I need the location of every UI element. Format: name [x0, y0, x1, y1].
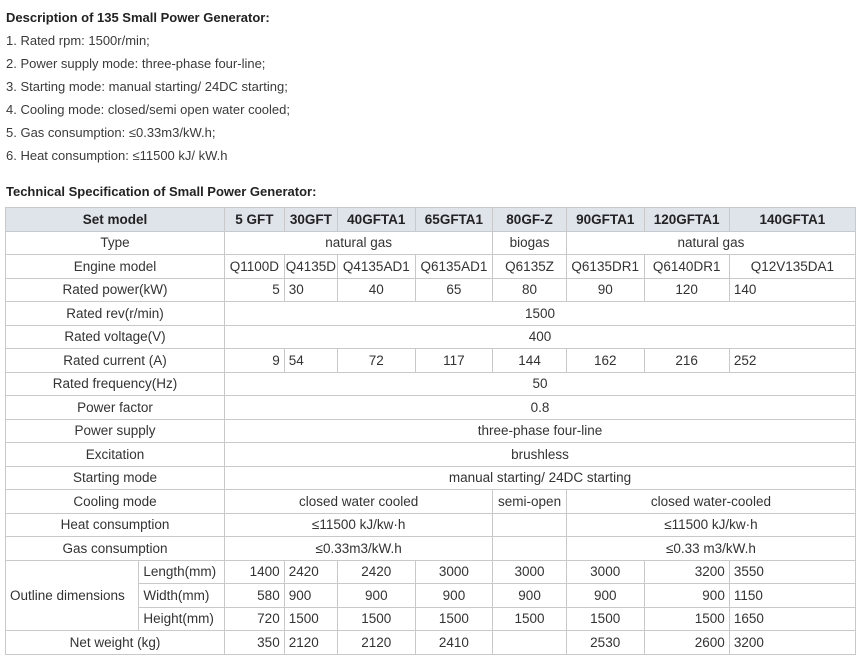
row-label: Rated current (A) — [6, 349, 225, 373]
table-cell: 3200 — [644, 560, 729, 584]
table-cell: manual starting/ 24DC starting — [225, 466, 856, 490]
table-cell: 90 — [566, 278, 644, 302]
model-cell: 140GFTA1 — [729, 208, 855, 232]
table-row — [6, 560, 856, 584]
model-cell: 90GFTA1 — [566, 208, 644, 232]
table-row — [6, 513, 856, 537]
table-cell: 3000 — [493, 560, 567, 584]
table-cell: Q6140DR1 — [644, 255, 729, 279]
row-label: Gas consumption — [6, 537, 225, 561]
table-row — [6, 208, 856, 232]
table-cell: 2410 — [415, 631, 493, 655]
table-row — [6, 396, 856, 420]
table-row — [6, 302, 856, 326]
spec-table — [5, 207, 856, 655]
table-cell: natural gas — [566, 231, 855, 255]
outline-dimensions-label: Outline dimensions — [6, 560, 139, 631]
table-cell — [493, 513, 567, 537]
table-cell: semi-open — [493, 490, 567, 514]
table-row — [6, 466, 856, 490]
table-cell: 3200 — [729, 631, 855, 655]
table-row — [6, 349, 856, 373]
table-cell: closed water cooled — [225, 490, 493, 514]
table-cell: 2120 — [284, 631, 337, 655]
row-label: Length(mm) — [139, 560, 225, 584]
table-cell: ≤0.33 m3/kW.h — [566, 537, 855, 561]
table-cell: 162 — [566, 349, 644, 373]
description-block — [6, 6, 290, 167]
row-label: Rated voltage(V) — [6, 325, 225, 349]
table-row — [6, 325, 856, 349]
table-cell: Q6135AD1 — [415, 255, 493, 279]
table-row — [6, 372, 856, 396]
table-cell: 50 — [225, 372, 856, 396]
description-item: 4. Cooling mode: closed/semi open water cooled; — [6, 102, 290, 117]
model-cell: 65GFTA1 — [415, 208, 493, 232]
table-row — [6, 255, 856, 279]
table-cell: 54 — [284, 349, 337, 373]
table-cell: 72 — [338, 349, 416, 373]
row-label: Heat consumption — [6, 513, 225, 537]
table-cell: ≤11500 kJ/kw·h — [225, 513, 493, 537]
table-cell: 5 — [225, 278, 285, 302]
row-label: Power supply — [6, 419, 225, 443]
table-cell: ≤11500 kJ/kw·h — [566, 513, 855, 537]
table-cell: 400 — [225, 325, 856, 349]
table-cell: 30 — [284, 278, 337, 302]
table-cell: 900 — [415, 584, 493, 608]
table-row — [6, 490, 856, 514]
description-item: 1. Rated rpm: 1500r/min; — [6, 33, 150, 48]
table-cell: 1500 — [415, 607, 493, 631]
table-cell: 117 — [415, 349, 493, 373]
table-cell: 40 — [338, 278, 416, 302]
row-label: Rated power(kW) — [6, 278, 225, 302]
table-cell: 252 — [729, 349, 855, 373]
table-cell — [493, 631, 567, 655]
row-label: Height(mm) — [139, 607, 225, 631]
table-cell: 350 — [225, 631, 285, 655]
row-label: Width(mm) — [139, 584, 225, 608]
table-cell — [493, 537, 567, 561]
table-cell: 1500 — [225, 302, 856, 326]
table-cell: 900 — [284, 584, 337, 608]
row-label: Cooling mode — [6, 490, 225, 514]
table-row — [6, 278, 856, 302]
model-cell: 5 GFT — [225, 208, 285, 232]
table-row — [6, 631, 856, 655]
table-cell: 720 — [225, 607, 285, 631]
row-label: Net weight (kg) — [6, 631, 225, 655]
row-label: Power factor — [6, 396, 225, 420]
table-cell: 80 — [493, 278, 567, 302]
table-cell: 3000 — [415, 560, 493, 584]
spec-title: Technical Specification of Small Power Generator: — [6, 184, 317, 199]
table-cell: Q6135Z — [493, 255, 567, 279]
model-cell: 40GFTA1 — [338, 208, 416, 232]
table-cell: 900 — [493, 584, 567, 608]
table-cell: 140 — [729, 278, 855, 302]
table-cell: Q4135AD1 — [338, 255, 416, 279]
table-cell: 9 — [225, 349, 285, 373]
table-cell: Q6135DR1 — [566, 255, 644, 279]
table-cell: 3000 — [566, 560, 644, 584]
table-cell: 1500 — [566, 607, 644, 631]
table-cell: 65 — [415, 278, 493, 302]
table-cell: 900 — [566, 584, 644, 608]
description-item: 6. Heat consumption: ≤11500 kJ/ kW.h — [6, 148, 228, 163]
table-cell: 580 — [225, 584, 285, 608]
model-cell: 120GFTA1 — [644, 208, 729, 232]
description-item: 3. Starting mode: manual starting/ 24DC starting; — [6, 79, 288, 94]
table-cell: 120 — [644, 278, 729, 302]
description-item: 2. Power supply mode: three-phase four-line; — [6, 56, 266, 71]
table-cell: Q1100D — [225, 255, 285, 279]
table-cell: natural gas — [225, 231, 493, 255]
table-row — [6, 537, 856, 561]
table-cell: 1650 — [729, 607, 855, 631]
row-label: Excitation — [6, 443, 225, 467]
description-title: Description of 135 Small Power Generator: — [6, 10, 270, 25]
model-cell: 30GFT — [284, 208, 337, 232]
model-cell: 80GF-Z — [493, 208, 567, 232]
table-cell: 0.8 — [225, 396, 856, 420]
table-cell: 1500 — [284, 607, 337, 631]
table-cell: closed water-cooled — [566, 490, 855, 514]
row-label: Engine model — [6, 255, 225, 279]
table-cell: 1500 — [338, 607, 416, 631]
row-label: Starting mode — [6, 466, 225, 490]
table-cell: 2600 — [644, 631, 729, 655]
table-cell: 2420 — [338, 560, 416, 584]
table-cell: 2120 — [338, 631, 416, 655]
table-cell: 144 — [493, 349, 567, 373]
table-cell: 2420 — [284, 560, 337, 584]
table-cell: 1500 — [644, 607, 729, 631]
table-cell: 1150 — [729, 584, 855, 608]
row-label: Type — [6, 231, 225, 255]
table-cell: Q12V135DA1 — [729, 255, 855, 279]
row-label: Rated frequency(Hz) — [6, 372, 225, 396]
table-cell: three-phase four-line — [225, 419, 856, 443]
table-cell: biogas — [493, 231, 567, 255]
table-cell: 1500 — [493, 607, 567, 631]
table-cell: brushless — [225, 443, 856, 467]
table-cell: 3550 — [729, 560, 855, 584]
table-cell: ≤0.33m3/kW.h — [225, 537, 493, 561]
table-cell: 1400 — [225, 560, 285, 584]
table-row — [6, 443, 856, 467]
row-label: Rated rev(r/min) — [6, 302, 225, 326]
table-row — [6, 419, 856, 443]
table-cell: 900 — [338, 584, 416, 608]
set-model-label: Set model — [6, 208, 225, 232]
description-item: 5. Gas consumption: ≤0.33m3/kW.h; — [6, 125, 216, 140]
table-cell: 900 — [644, 584, 729, 608]
table-row — [6, 231, 856, 255]
table-cell: 2530 — [566, 631, 644, 655]
table-cell: 216 — [644, 349, 729, 373]
table-cell: Q4135D — [284, 255, 337, 279]
